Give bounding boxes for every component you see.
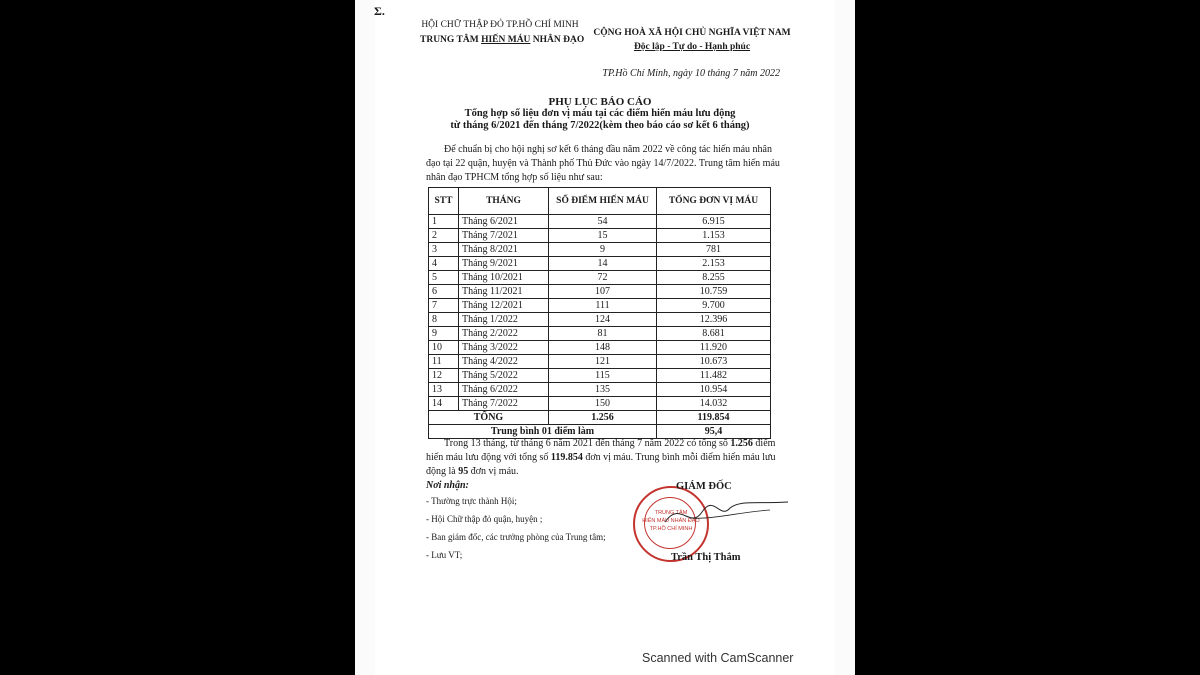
row-units: 14.032 [657, 397, 771, 411]
stamp-text-line1: TRUNG TÂM [654, 510, 688, 516]
col-header-stt: STT [429, 188, 459, 215]
row-points: 14 [549, 257, 657, 271]
row-stt: 9 [429, 327, 459, 341]
org-name-line2: TRUNG TÂM HIẾN MÁU NHÂN ĐẠO [420, 35, 585, 45]
recipient-item: - Thường trực thành Hội; [426, 496, 517, 506]
stamp-text-line3: TP.HỒ CHÍ MINH [649, 526, 693, 532]
row-units: 10.673 [657, 355, 771, 369]
row-points: 54 [549, 215, 657, 229]
table-row [429, 243, 771, 257]
row-units: 781 [657, 243, 771, 257]
signer-title: GIÁM ĐỐC [676, 481, 732, 492]
table-row [429, 355, 771, 369]
document-title: PHỤ LỤC BÁO CÁO [548, 96, 652, 108]
table-row [429, 397, 771, 411]
row-stt: 5 [429, 271, 459, 285]
row-units: 10.954 [657, 383, 771, 397]
row-month: Tháng 3/2022 [459, 341, 549, 355]
row-stt: 11 [429, 355, 459, 369]
row-month: Tháng 7/2021 [459, 229, 549, 243]
row-units: 12.396 [657, 313, 771, 327]
intro-paragraph: Để chuẩn bị cho hội nghị sơ kết 6 tháng đầu năm 2022 về công tác hiến máu nhân đạo tại 22 quận, huyện và Thành phố Thủ Đức vào ngày 14/7/2022. Trung tâm hiến máu nhân đạo TPHCM tổng hợp số liệu như sau: [426, 144, 780, 183]
table-row [429, 229, 771, 243]
row-units: 11.920 [657, 341, 771, 355]
row-points: 150 [549, 397, 657, 411]
table-row [429, 215, 771, 229]
row-units: 11.482 [657, 369, 771, 383]
camscanner-watermark: Scanned with CamScanner [642, 651, 794, 665]
row-stt: 3 [429, 243, 459, 257]
row-month: Tháng 5/2022 [459, 369, 549, 383]
row-points: 111 [549, 299, 657, 313]
national-title: CỘNG HOÀ XÃ HỘI CHỦ NGHĨA VIỆT NAM [593, 28, 791, 38]
row-stt: 14 [429, 397, 459, 411]
handwritten-signature [660, 490, 790, 540]
average-label: Trung bình 01 điểm làm [429, 425, 657, 439]
row-month: Tháng 7/2022 [459, 397, 549, 411]
col-header-units: TỔNG ĐƠN VỊ MÁU [657, 188, 771, 215]
row-points: 148 [549, 341, 657, 355]
table-row [429, 257, 771, 271]
row-month: Tháng 8/2021 [459, 243, 549, 257]
row-month: Tháng 10/2021 [459, 271, 549, 285]
row-month: Tháng 1/2022 [459, 313, 549, 327]
row-units: 8.255 [657, 271, 771, 285]
row-points: 121 [549, 355, 657, 369]
table-row [429, 327, 771, 341]
blood-units-table [428, 187, 771, 439]
document-subtitle-range: từ tháng 6/2021 đến tháng 7/2022(kèm theo báo cáo sơ kết 6 tháng) [450, 120, 750, 131]
corner-mark: Σ. [374, 4, 385, 18]
org-name-line1: HỘI CHỮ THẬP ĐỎ TP.HỒ CHÍ MINH [421, 20, 579, 30]
row-units: 9.700 [657, 299, 771, 313]
recipient-item: - Hội Chữ thập đỏ quận, huyện ; [426, 514, 543, 524]
average-value: 95,4 [657, 425, 771, 439]
signer-name: Trần Thị Thắm [671, 552, 741, 563]
row-month: Tháng 11/2021 [459, 285, 549, 299]
row-stt: 7 [429, 299, 459, 313]
recipient-item: - Lưu VT; [426, 550, 463, 560]
table-row [429, 271, 771, 285]
table-total-row [429, 411, 771, 425]
table-row [429, 369, 771, 383]
row-points: 72 [549, 271, 657, 285]
row-month: Tháng 6/2021 [459, 215, 549, 229]
total-label: TỔNG [429, 411, 549, 425]
row-units: 1.153 [657, 229, 771, 243]
row-stt: 1 [429, 215, 459, 229]
row-points: 9 [549, 243, 657, 257]
row-stt: 12 [429, 369, 459, 383]
total-points: 1.256 [549, 411, 657, 425]
row-units: 6.915 [657, 215, 771, 229]
row-stt: 6 [429, 285, 459, 299]
national-motto: Độc lập - Tự do - Hạnh phúc [633, 42, 751, 52]
row-points: 115 [549, 369, 657, 383]
table-row [429, 383, 771, 397]
stamp-text-line2: HIẾN MÁU NHÂN ĐẠO [642, 518, 700, 524]
row-units: 8.681 [657, 327, 771, 341]
table-row [429, 299, 771, 313]
summary-paragraph: Trong 13 tháng, từ tháng 6 năm 2021 đến tháng 7 năm 2022 có tổng số 1.256 điểm hiến máu lưu động với tổng số 119.854 đơn vị máu. Trung bình mỗi điểm hiến máu lưu động là 95 đơn vị máu. [426, 438, 776, 477]
row-points: 81 [549, 327, 657, 341]
row-units: 2.153 [657, 257, 771, 271]
row-units: 10.759 [657, 285, 771, 299]
row-stt: 2 [429, 229, 459, 243]
table-row [429, 285, 771, 299]
table-row [429, 313, 771, 327]
row-points: 107 [549, 285, 657, 299]
row-points: 15 [549, 229, 657, 243]
recipients-heading: Nơi nhận: [426, 480, 469, 491]
table-row [429, 341, 771, 355]
row-points: 124 [549, 313, 657, 327]
table-header-row [429, 188, 771, 215]
row-stt: 13 [429, 383, 459, 397]
document-subtitle: Tổng hợp số liệu đơn vị máu tại các điểm hiến máu lưu động [464, 108, 736, 119]
total-units: 119.854 [657, 411, 771, 425]
row-month: Tháng 4/2022 [459, 355, 549, 369]
col-header-month: THÁNG [459, 188, 549, 215]
row-stt: 8 [429, 313, 459, 327]
row-month: Tháng 6/2022 [459, 383, 549, 397]
recipient-item: - Ban giám đốc, các trưởng phòng của Trung tâm; [426, 532, 606, 542]
row-month: Tháng 12/2021 [459, 299, 549, 313]
row-month: Tháng 2/2022 [459, 327, 549, 341]
col-header-points: SỐ ĐIỂM HIẾN MÁU [549, 188, 657, 215]
row-stt: 4 [429, 257, 459, 271]
row-points: 135 [549, 383, 657, 397]
document-date: TP.Hồ Chí Minh, ngày 10 tháng 7 năm 2022 [602, 68, 780, 79]
row-stt: 10 [429, 341, 459, 355]
row-month: Tháng 9/2021 [459, 257, 549, 271]
